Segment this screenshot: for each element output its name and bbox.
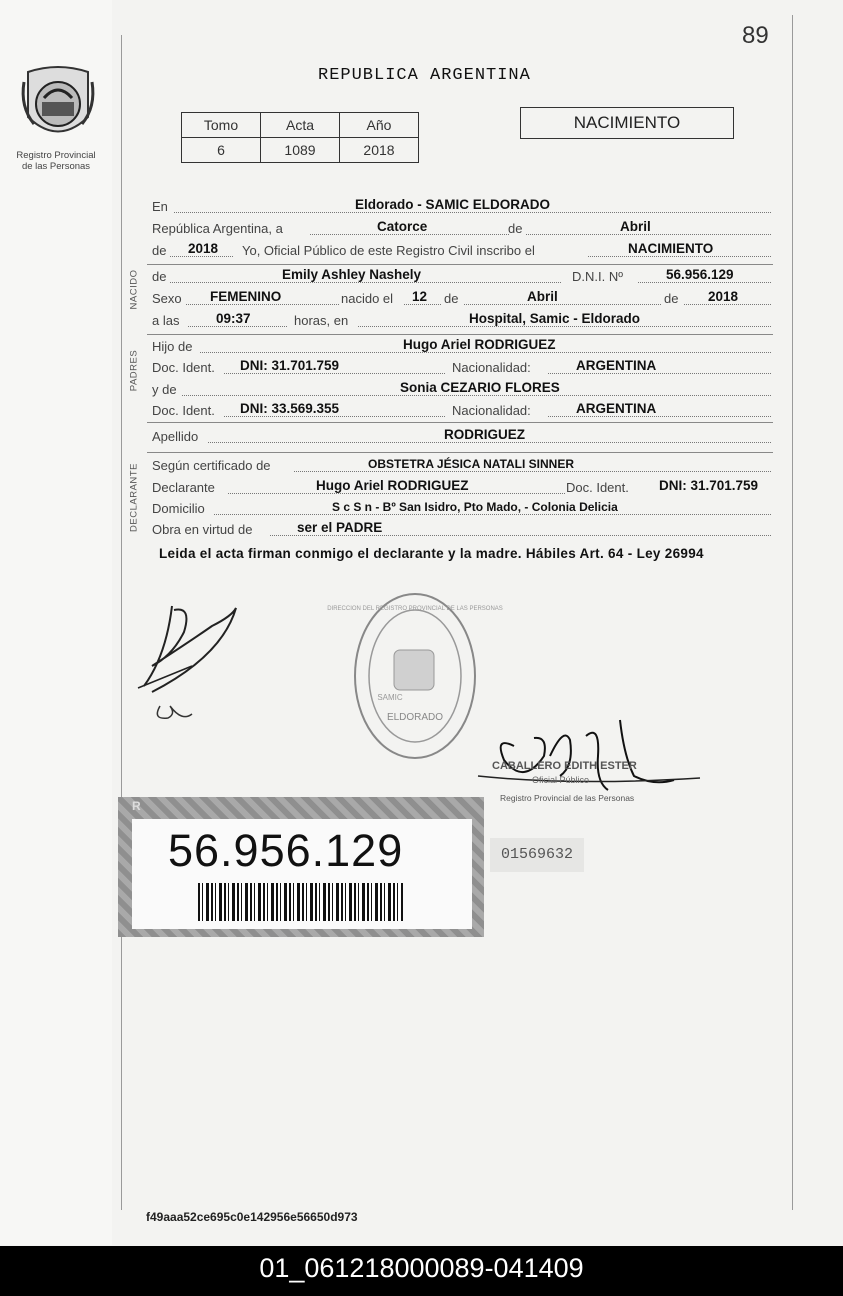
field-declarante: Hugo Ariel RODRIGUEZ: [316, 478, 469, 493]
field-madre: Sonia CEZARIO FLORES: [400, 380, 560, 395]
registry-label: [0, 150, 112, 172]
label-nacionalidad: Nacionalidad:: [452, 360, 531, 375]
seal-ring-text: DIRECCION DEL REGISTRO PROVINCIAL DE LAS PERSONAS: [327, 606, 503, 612]
officer-registry: Registro Provincial de las Personas: [500, 793, 635, 803]
field-anio: 2018: [188, 241, 219, 256]
left-strip: [0, 0, 112, 1245]
label-nacionalidad: Nacionalidad:: [452, 403, 531, 418]
field-obra: ser el PADRE: [297, 520, 383, 535]
label-de: de: [152, 269, 167, 284]
page-number: 89: [742, 22, 769, 49]
label-obra: Obra en virtud de: [152, 522, 253, 537]
field-lugar-nac: Hospital, Samic - Eldorado: [469, 311, 641, 326]
label-declarante: Declarante: [152, 480, 215, 495]
field-dia: Catorce: [377, 219, 428, 234]
label-de: de: [664, 291, 679, 306]
left-margin-line: [121, 35, 122, 1210]
field-mes-nac: Abril: [527, 289, 558, 304]
field-dia-nac: 12: [412, 289, 428, 304]
label-a-las: a las: [152, 313, 180, 328]
officer-title: Oficial Público: [532, 775, 590, 785]
footer-code: 01_061218000089-041409: [0, 1246, 843, 1296]
sticker-serial: 01569632: [490, 838, 584, 872]
record-type-box: NACIMIENTO: [520, 107, 734, 139]
label-hijo-de: Hijo de: [152, 339, 193, 354]
label-horas-en: horas, en: [294, 313, 349, 328]
label-en: En: [152, 199, 168, 214]
closing-text: Leida el acta firman conmigo el declarante y la madre. Hábiles Art. 64 - Ley 26994: [159, 546, 704, 561]
label-yo-oficial: Yo, Oficial Público de este Registro Civil inscribo el: [242, 243, 535, 258]
divider: [147, 422, 773, 423]
side-label-declarante: DECLARANTE: [128, 463, 140, 532]
label-domicilio: Domicilio: [152, 501, 205, 516]
label-de: de: [444, 291, 459, 306]
right-margin-line: [792, 15, 793, 1210]
province-crest: [18, 62, 98, 146]
sticker-pattern: [132, 799, 161, 813]
row-anio: [152, 240, 771, 260]
row-en: [152, 196, 771, 216]
declarant-signature: [132, 596, 252, 731]
field-domicilio: S c S n - Bº San Isidro, Pto Mado, - Colonia Delicia: [332, 500, 618, 514]
table-header: Acta: [261, 113, 340, 138]
field-padre-nac: ARGENTINA: [576, 358, 657, 373]
label-de: de: [508, 221, 523, 236]
divider: [147, 452, 773, 453]
label-dni: D.N.I. Nº: [572, 269, 623, 284]
sticker-number: 56.956.129: [168, 825, 404, 876]
row-hora: [152, 310, 771, 330]
field-dni: 56.956.129: [666, 267, 734, 282]
seal-center-text: ELDORADO: [386, 712, 444, 723]
table-header: Año: [340, 113, 419, 138]
field-madre-doc: DNI: 33.569.355: [240, 401, 340, 416]
document-title: REPUBLICA ARGENTINA: [318, 66, 531, 85]
id-sticker: [118, 797, 484, 937]
document-hash: f49aaa52ce695c0e142956e56650d973: [146, 1210, 358, 1224]
row-padre: [152, 336, 771, 356]
field-nombre: Emily Ashley Nashely: [282, 267, 422, 282]
row-madre-doc: [152, 400, 771, 420]
registry-line1: Registro Provincial: [16, 150, 96, 161]
row-domicilio: [152, 498, 771, 518]
sticker-pattern-letter: R: [132, 799, 161, 813]
row-nombre: [152, 266, 771, 286]
field-padre: Hugo Ariel RODRIGUEZ: [403, 337, 556, 352]
official-seal: [327, 590, 503, 762]
field-mes: Abril: [620, 219, 651, 234]
table-header: Tomo: [182, 113, 261, 138]
seal-side-text: SAMIC: [377, 693, 403, 702]
field-sexo: FEMENINO: [210, 289, 282, 304]
row-apellido: [152, 426, 771, 446]
label-segun-certificado: Según certificado de: [152, 458, 271, 473]
row-sexo: [152, 288, 771, 308]
sticker-label: [132, 819, 472, 929]
row-declarante: [152, 477, 771, 497]
row-madre: [152, 379, 771, 399]
registry-line2: de las Personas: [21, 161, 91, 172]
label-doc-ident: Doc. Ident.: [566, 480, 629, 495]
officer-name: CABALLERO EDITH ESTER: [492, 760, 637, 772]
field-padre-doc: DNI: 31.701.759: [240, 358, 340, 373]
label-republica: República Argentina, a: [152, 221, 283, 236]
table-cell: 2018: [340, 138, 419, 163]
field-hora: 09:37: [216, 311, 251, 326]
field-anio-nac: 2018: [708, 289, 739, 304]
label-doc-ident: Doc. Ident.: [152, 403, 215, 418]
field-apellido: RODRIGUEZ: [444, 427, 525, 442]
field-lugar: Eldorado - SAMIC ELDORADO: [355, 197, 550, 212]
label-de: de: [152, 243, 167, 258]
field-certificado: OBSTETRA JÉSICA NATALI SINNER: [368, 457, 575, 471]
officer-signature: [474, 716, 704, 802]
side-label-padres: PADRES: [128, 349, 140, 392]
row-padre-doc: [152, 357, 771, 377]
side-label-nacido: NACIDO: [128, 269, 140, 310]
table-cell: 6: [182, 138, 261, 163]
label-nacido-el: nacido el: [341, 291, 394, 306]
divider: [147, 264, 773, 265]
row-obra: [152, 519, 771, 539]
field-acto: NACIMIENTO: [628, 241, 714, 256]
row-republica: [152, 218, 771, 238]
record-table: [181, 112, 419, 163]
field-declarante-doc: DNI: 31.701.759: [659, 478, 759, 493]
label-y-de: y de: [152, 382, 177, 397]
crest-icon: [18, 62, 98, 146]
label-doc-ident: Doc. Ident.: [152, 360, 215, 375]
table-cell: 1089: [261, 138, 340, 163]
row-certificado: [152, 455, 771, 475]
field-madre-nac: ARGENTINA: [576, 401, 657, 416]
label-apellido: Apellido: [152, 429, 199, 444]
divider: [147, 334, 773, 335]
barcode: [198, 883, 403, 921]
label-sexo: Sexo: [152, 291, 182, 306]
